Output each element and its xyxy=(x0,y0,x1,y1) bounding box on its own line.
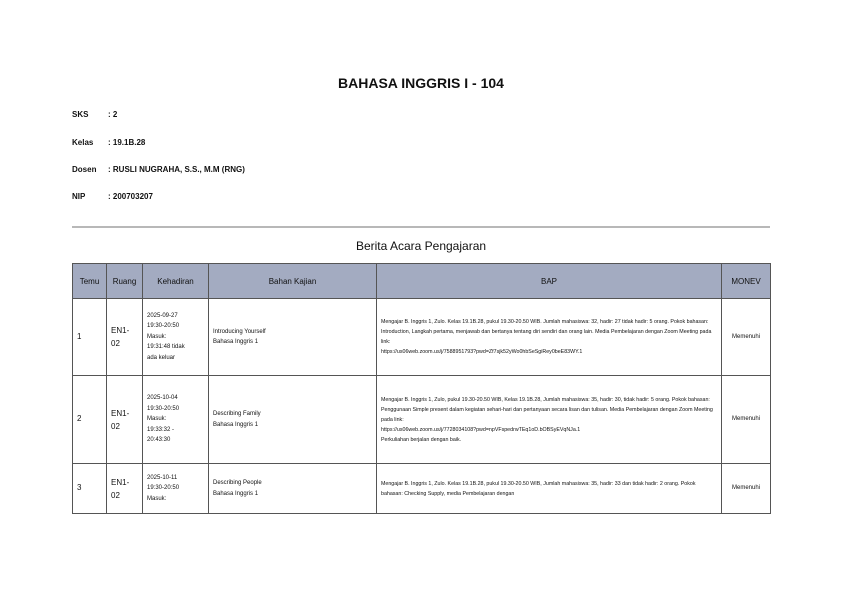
cell-ruang: EN1- 02 xyxy=(107,376,143,464)
divider xyxy=(72,226,770,228)
meta-nip xyxy=(72,192,153,201)
header-temu: Temu xyxy=(73,264,107,299)
header-kehadiran: Kehadiran xyxy=(143,264,209,299)
cell-monev: Memenuhi xyxy=(722,299,771,376)
cell-monev: Memenuhi xyxy=(722,376,771,464)
cell-temu: 3 xyxy=(73,464,107,514)
meta-kelas xyxy=(72,138,145,147)
meta-dosen-value: : RUSLI NUGRAHA, S.S., M.M (RNG) xyxy=(108,165,245,174)
meta-sks-value: : 2 xyxy=(108,110,118,119)
cell-bahan-kajian: Describing People Bahasa Inggris 1 xyxy=(209,464,377,514)
header-bap: BAP xyxy=(377,264,722,299)
header-bahan-kajian: Bahan Kajian xyxy=(209,264,377,299)
meta-nip-label: NIP xyxy=(72,192,86,201)
meta-kelas-label: Kelas xyxy=(72,138,94,147)
cell-kehadiran: 2025-10-04 19:30-20:50 Masuk: 19:33:32 - 20:43:30 xyxy=(143,376,209,464)
section-title: Berita Acara Pengajaran xyxy=(355,239,487,253)
table-row xyxy=(73,376,771,464)
table-header-row xyxy=(73,264,771,299)
cell-ruang: EN1- 02 xyxy=(107,299,143,376)
meta-nip-value: : 200703207 xyxy=(108,192,153,201)
header-monev: MONEV xyxy=(722,264,771,299)
meta-dosen xyxy=(72,165,245,174)
cell-temu: 2 xyxy=(73,376,107,464)
cell-monev: Memenuhi xyxy=(722,464,771,514)
cell-bahan-kajian: Introducing Yourself Bahasa Inggris 1 xyxy=(209,299,377,376)
cell-bap: Mengajar B. Inggris 1, Zulo. Kelas 19.1B.28, pukul 19.30-20.50 WIB, Jumlah mahasiswa: 35, hadir: 33 dan tidak hadir: 2 orang. Pokok bahasan: Checking Supply, media Pembelajaran dengan xyxy=(377,464,722,514)
cell-kehadiran: 2025-10-11 19:30-20:50 Masuk: xyxy=(143,464,209,514)
meta-dosen-label: Dosen xyxy=(72,165,97,174)
cell-bap: Mengajar B. Inggris 1, Zulo. Kelas 19.1B.28, pukul 19.30-20.50 WIB. Jumlah mahasiswa: 32, hadir: 27 tidak hadir: 5 orang. Pokok bahasan: Introduction, Langkah pertama, menjawab dan bertanya tentang diri sendiri dan orang lain. Media Pembelajaran dengan Zoom Meeting pada link: https://us06web.zoom.us/j/7588951793?pwd=Zf7sjk52yWo0hbSeSgiRey0beE83WY.1 xyxy=(377,299,722,376)
cell-bap: Mengajar B. Inggris 1, Zulo, pukul 19.30-20.50 WIB, Kelas 19.1B.28, Jumlah mahasiswa: 35, hadir: 30, tidak hadir: 5 orang. Pokok bahasan: Penggunaan Simple present dalam kegiatan sehari-hari dan pertanyaan secara lisan dan tulisan. Media Pembelajaran dengan Zoom Meeting pada link: https://us06web.zoom.us/j/7728034108?pwd=npVFspedrwTEq1oD.bOBSyEVqNJa.1 Perkuliahan berjalan dengan baik. xyxy=(377,376,722,464)
meta-sks-label: SKS xyxy=(72,110,89,119)
meta-kelas-value: : 19.1B.28 xyxy=(108,138,146,147)
table-row xyxy=(73,464,771,514)
cell-bahan-kajian: Describing Family Bahasa Inggris 1 xyxy=(209,376,377,464)
document-title: BAHASA INGGRIS I - 104 xyxy=(338,75,504,91)
cell-ruang: EN1- 02 xyxy=(107,464,143,514)
teaching-report-table xyxy=(72,263,771,514)
cell-kehadiran: 2025-09-27 19:30-20:50 Masuk: 19:31:48 tidak ada keluar xyxy=(143,299,209,376)
header-ruang: Ruang xyxy=(107,264,143,299)
meta-sks xyxy=(72,110,117,119)
cell-temu: 1 xyxy=(73,299,107,376)
table-row xyxy=(73,299,771,376)
